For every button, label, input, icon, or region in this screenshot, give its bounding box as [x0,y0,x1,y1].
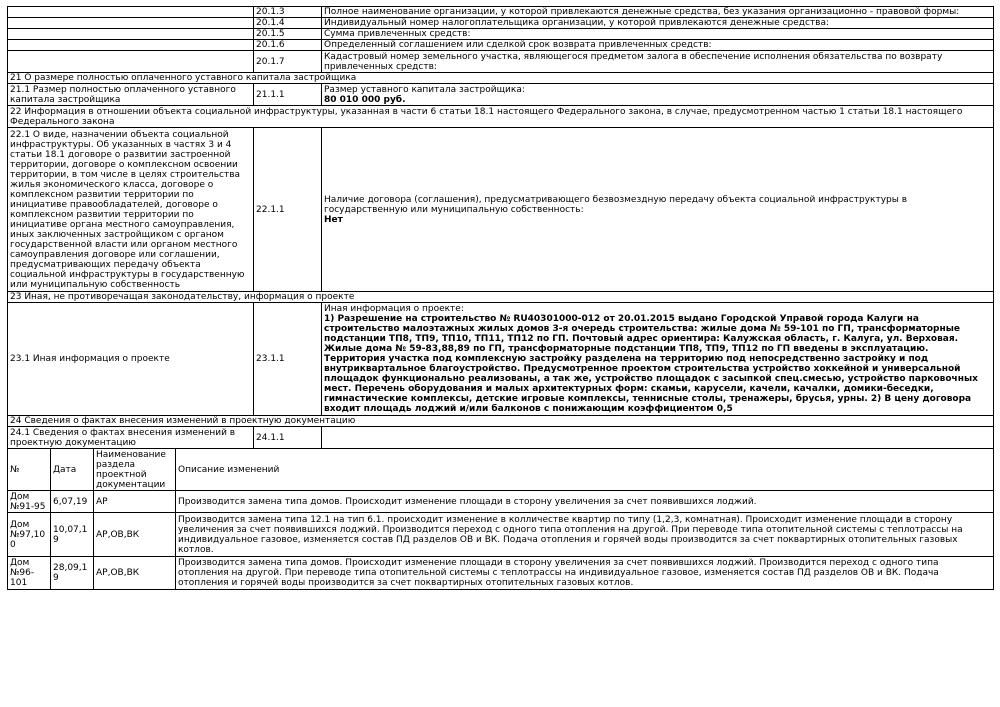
table-row [8,40,994,51]
code-cell: 20.1.3 [254,7,322,18]
label-cell [8,51,254,73]
table-row [8,303,994,416]
header-section: Наименование раздела проектной документации [94,449,176,491]
section-24-header: 24 Сведения о фактах внесения изменений в проектную документацию [8,416,994,427]
house-number: Дом №91-95 [8,491,51,513]
value-cell: Полное наименование организации, у которой привлекаются денежные средства, без указания организационно - правовой формы: [322,7,994,18]
section-20-table [7,6,994,73]
change-description: Производится замена типа домов. Происходит изменение площади в сторону увеличения за счет появившихся лоджий. [176,491,994,513]
value-cell: Сумма привлеченных средств: [322,29,994,40]
code-cell: 20.1.7 [254,51,322,73]
code-cell: 22.1.1 [254,128,322,292]
label-cell [8,18,254,29]
value-cell [322,84,994,106]
field-label: Наличие договора (соглашения), предусматривающего безвозмездную передачу объекта социальной инфраструктуры в государственную или муниципальную собственность: [324,194,908,215]
code-cell: 21.1.1 [254,84,322,106]
table-row [8,18,994,29]
changes-header-row [8,449,994,491]
house-number: Дом №96-101 [8,557,51,590]
change-description: Производится замена типа домов. Происходит изменение площади в сторону увеличения за счет появившихся лоджий. Производится переход с одного типа отопления на другой. При переводе типа отопительной системы с теплотрассы на индивидуальное газовое, изменяется состав ПД разделов ОВ и ВК. Подача отопления и горячей воды производится за счет поквартирных отопительных газовых котлов. [176,557,994,590]
section-21-header: 21 О размере полностью оплаченного уставного капитала застройщика [8,73,994,84]
label-cell [8,40,254,51]
doc-section: АР,ОВ,ВК [94,513,176,557]
change-date: 10,07,19 [51,513,94,557]
section-header-row [8,416,994,427]
value-cell [322,303,994,416]
label-cell: 21.1 Размер полностью оплаченного уставного капитала застройщика [8,84,254,106]
section-21-table [7,72,994,106]
field-label: Иная информация о проекте: [324,304,464,314]
section-header-row [8,292,994,303]
header-description: Описание изменений [176,449,994,491]
table-row [8,128,994,292]
section-22-table [7,105,994,292]
section-header-row [8,73,994,84]
table-row [8,84,994,106]
field-value: Нет [324,214,343,225]
table-row [8,51,994,73]
section-22-header: 22 Информация в отношении объекта социальной инфраструктуры, указанная в части 6 статьи 18.1 настоящего Федерального закона, в случае, предусмотренном частью 1 статьи 18.1 настоящего Федерального закона [8,106,994,128]
doc-section: АР [94,491,176,513]
table-row [8,557,994,590]
section-24-table [7,415,994,449]
value-cell: Определенный соглашением или сделкой срок возврата привлеченных средств: [322,40,994,51]
table-row [8,7,994,18]
changes-table [7,448,994,590]
section-header-row [8,106,994,128]
label-cell [8,7,254,18]
table-row [8,513,994,557]
document-page [7,6,994,590]
value-cell: Индивидуальный номер налогоплательщика организации, у которой привлекаются денежные средства: [322,18,994,29]
value-cell: Кадастровый номер земельного участка, являющегося предметом залога в обеспечение исполнения обязательства по возврату привлеченных средств: [322,51,994,73]
value-cell [322,128,994,292]
section-23-table [7,291,994,416]
field-value: 1) Разрешение на строительство № RU40301000-012 от 20.01.2015 выдано Городской Управой города Калуги на строительство малоэтажных жилых домов 3-я очередь строительства: жилые дома № 59-101 по ГП, трансформаторные подстанции ТП8, ТП9, ТП10, ТП11, ТП12 по ГП. Почтовый адрес ориентира: Калужская область, г. Калуга, ул. Верховая. Жилые дома № 59-83,88,89 по ГП, трансформаторные подстанции ТП8, ТП9, ТП12 по ГП введены в эксплуатацию. Территория участка под комплексную застройку разделена на территорию под непосредственно застройку и под внутриквартальное благоустройство. Предусмотренное проектом строительства устройство хоккейной и универсальной площадок функционально реализованы, а так же, устройство площадок с засыпкой спец.смесью, устройство парковочных мест. Перечень оборудования и малых архитектурных форм: скамьи, карусели, качели, качалки, домики-беседки, гимнастические комплексы, детские игровые комплексы, теннисные столы, тренажеры, брусья, урны. 2) В цену договора входит площадь лоджий и/или балконов с понижающим коэффициентом 0,5 [324,314,978,414]
doc-section: АР,ОВ,ВК [94,557,176,590]
code-cell: 20.1.6 [254,40,322,51]
value-cell [322,427,994,449]
header-date: Дата [51,449,94,491]
table-row [8,491,994,513]
label-cell: 24.1 Сведения о фактах внесения изменений в проектную документацию [8,427,254,449]
field-value: 80 010 000 руб. [324,94,406,105]
field-label: Размер уставного капитала застройщика: [324,84,525,95]
label-cell: 22.1 О виде, назначении объекта социальной инфраструктуры. Об указанных в частях 3 и 4 статьи 18.1 договоре о развитии застроенной территории, договоре о комплексном освоении территории, в том числе в целях строительства жилья экономического класса, договоре о комплексном развитии территории по инициативе правообладателей, договоре о комплексном развитии территории по инициативе органа местного самоуправления, иных заключенных застройщиком с органом государственной власти или органом местного самоуправления договоре или соглашении, предусматривающих передачу объекта социальной инфраструктуры в государственную или муниципальную собственность [8,128,254,292]
label-cell [8,29,254,40]
house-number: Дом №97,100 [8,513,51,557]
code-cell: 20.1.5 [254,29,322,40]
code-cell: 20.1.4 [254,18,322,29]
change-date: 28,09,19 [51,557,94,590]
label-cell: 23.1 Иная информация о проекте [8,303,254,416]
change-description: Производится замена типа 12.1 на тип 6.1. происходит изменение в колличестве квартир по типу (1,2,3, комнатная). Происходит изменение площади в сторону увеличения за счет появившихся лоджий. Производится переход с одного типа отопления на другой. При переводе типа отопительной системы с теплотрассы на индивидуальное газовое, изменяется состав ПД разделов ОВ и ВК. Подача отопления и горячей воды производится за счет поквартирных отопительных газовых котлов. [176,513,994,557]
code-cell: 24.1.1 [254,427,322,449]
table-row [8,29,994,40]
change-date: 6,07,19 [51,491,94,513]
code-cell: 23.1.1 [254,303,322,416]
section-23-header: 23 Иная, не противоречащая законодательству, информация о проекте [8,292,994,303]
header-num: № [8,449,51,491]
table-row [8,427,994,449]
